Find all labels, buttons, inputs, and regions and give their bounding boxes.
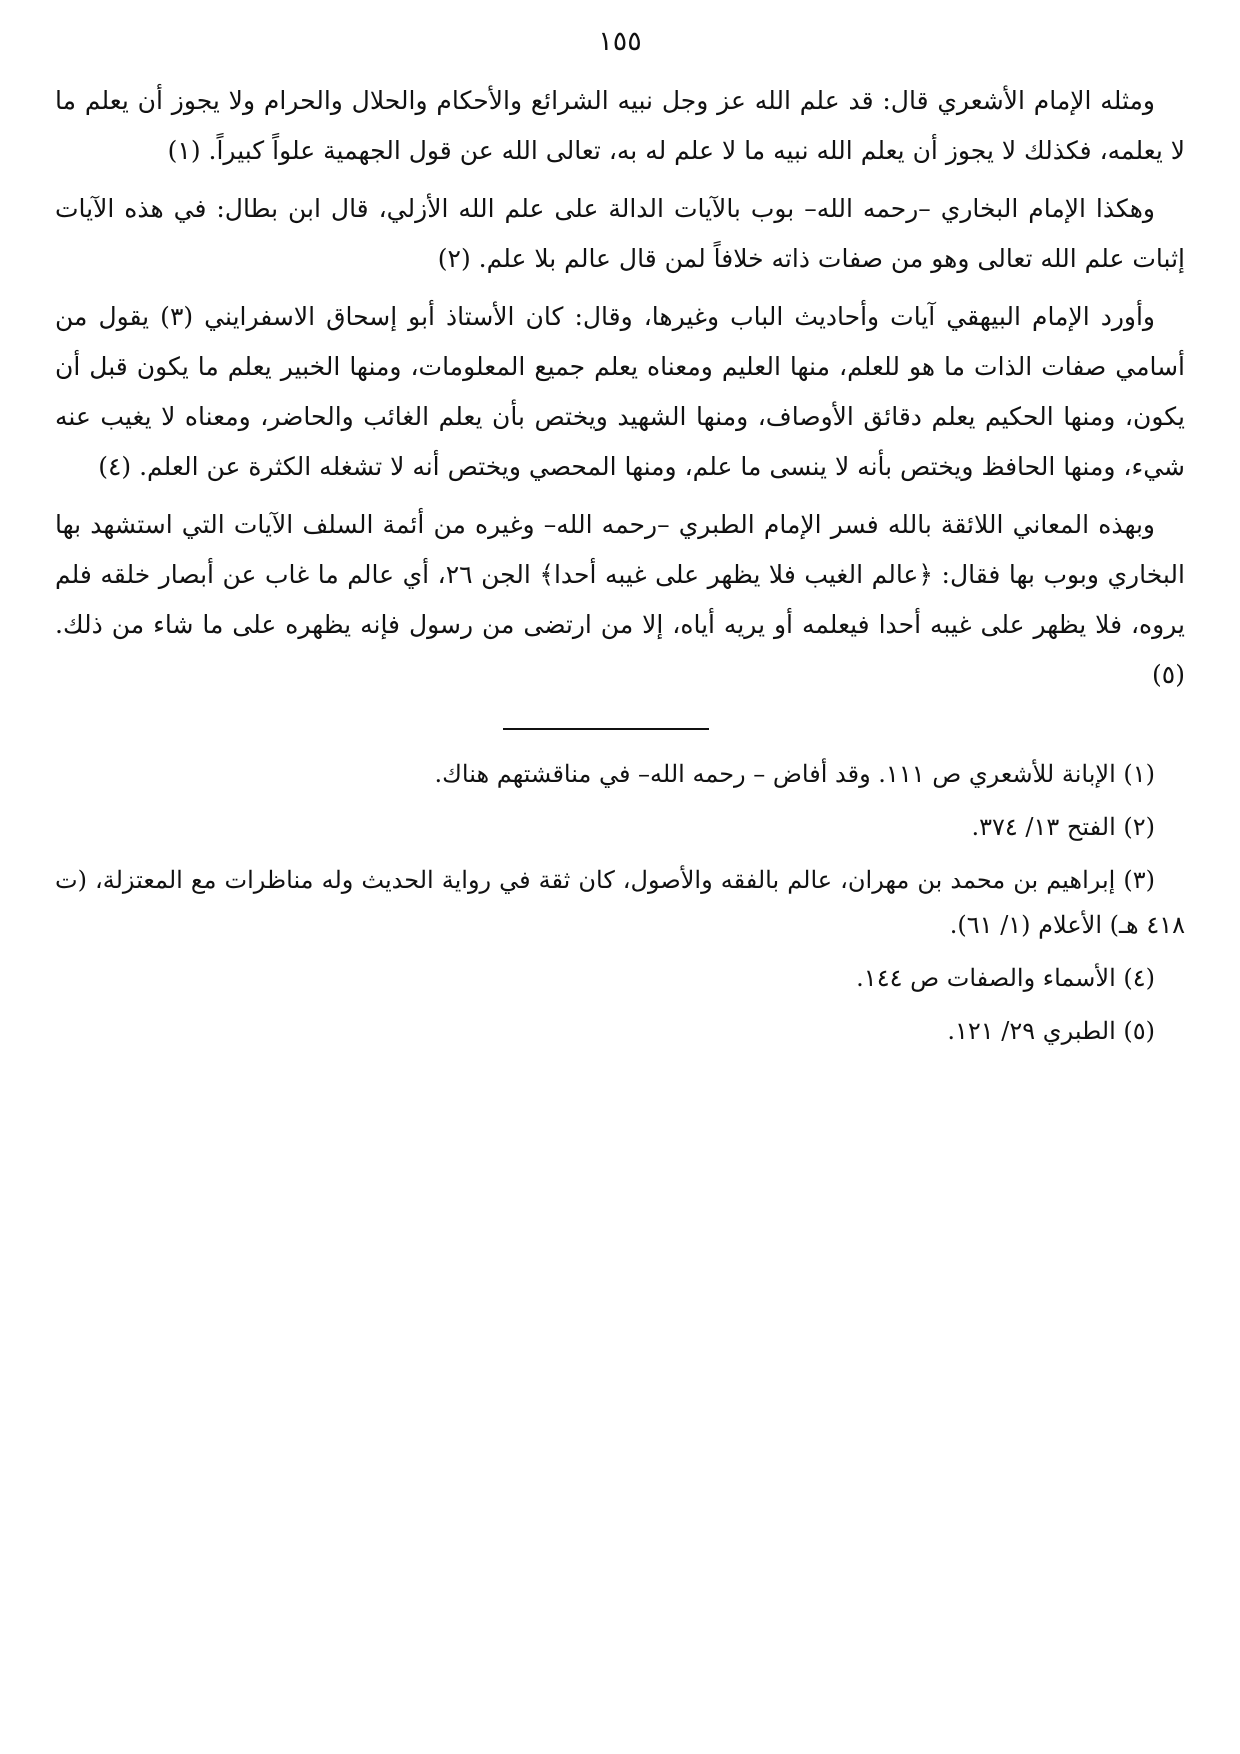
body-text [55,76,1185,708]
body-paragraph: وبهذه المعاني اللائقة بالله فسر الإمام الطبري –رحمه الله– وغيره من أئمة السلف الآيات التي استشهد بها البخاري وبوب بها فقال: ﴿عالم الغيب فلا يظهر على غيبه أحدا﴾ الجن ٢٦، أي عالم ما غاب عن أبصار خلقه فلم يروه، فلا يظهر على غيبه أحدا فيعلمه أو يريه أياه، إلا من ارتضى من رسول فإنه يظهره على ما شاء من ذلك. (٥) [55,510,1185,689]
footnotes [55,752,1185,1062]
body-paragraph: ومثله الإمام الأشعري قال: قد علم الله عز وجل نبيه الشرائع والأحكام والحلال والحرام ولا يجوز أن يعلم ما لا يعلمه، فكذلك لا يجوز أن يعلم الله نبيه ما لا علم له به، تعالى الله عن قول الجهمية علواً كبيراً. (١) [55,86,1185,165]
footnote-divider [503,728,709,730]
footnote-item: (٣) إبراهيم بن محمد بن مهران، عالم بالفقه والأصول، كان ثقة في رواية الحديث وله مناظرات مع المعتزلة، (ت ٤١٨ هـ) الأعلام (١/ ٦١). [55,866,1185,939]
footnote-item: (٢) الفتح ١٣/ ٣٧٤. [971,813,1155,841]
body-paragraph: وأورد الإمام البيهقي آيات وأحاديث الباب وغيرها، وقال: كان الأستاذ أبو إسحاق الاسفرايني (٣) يقول من أسامي صفات الذات ما هو للعلم، منها العليم ومعناه يعلم جميع المعلومات، ومنها الخبير يعلم ما يكون قبل أن يكون، ومنها الحكيم يعلم دقائق الأوصاف، ومنها الشهيد ويختص بأن يعلم الغائب والحاضر، ومعناه لا يغيب عنه شيء، ومنها الحافظ ويختص بأنه لا ينسى ما علم، ومنها المحصي ويختص أنه لا تشغله الكثرة عن العلم. (٤) [55,302,1185,481]
body-paragraph: وهكذا الإمام البخاري –رحمه الله– بوب بالآيات الدالة على علم الله الأزلي، قال ابن بطال: في هذه الآيات إثبات علم الله تعالى وهو من صفات ذاته خلافاً لمن قال عالم بلا علم. (٢) [55,194,1185,273]
footnote-item: (٥) الطبري ٢٩/ ١٢١. [947,1017,1155,1045]
footnote-item: (٤) الأسماء والصفات ص ١٤٤. [856,964,1155,992]
page-number: ١٥٥ [598,26,642,57]
footnote-item: (١) الإبانة للأشعري ص ١١١. وقد أفاض – رحمه الله– في مناقشتهم هناك. [434,760,1155,788]
